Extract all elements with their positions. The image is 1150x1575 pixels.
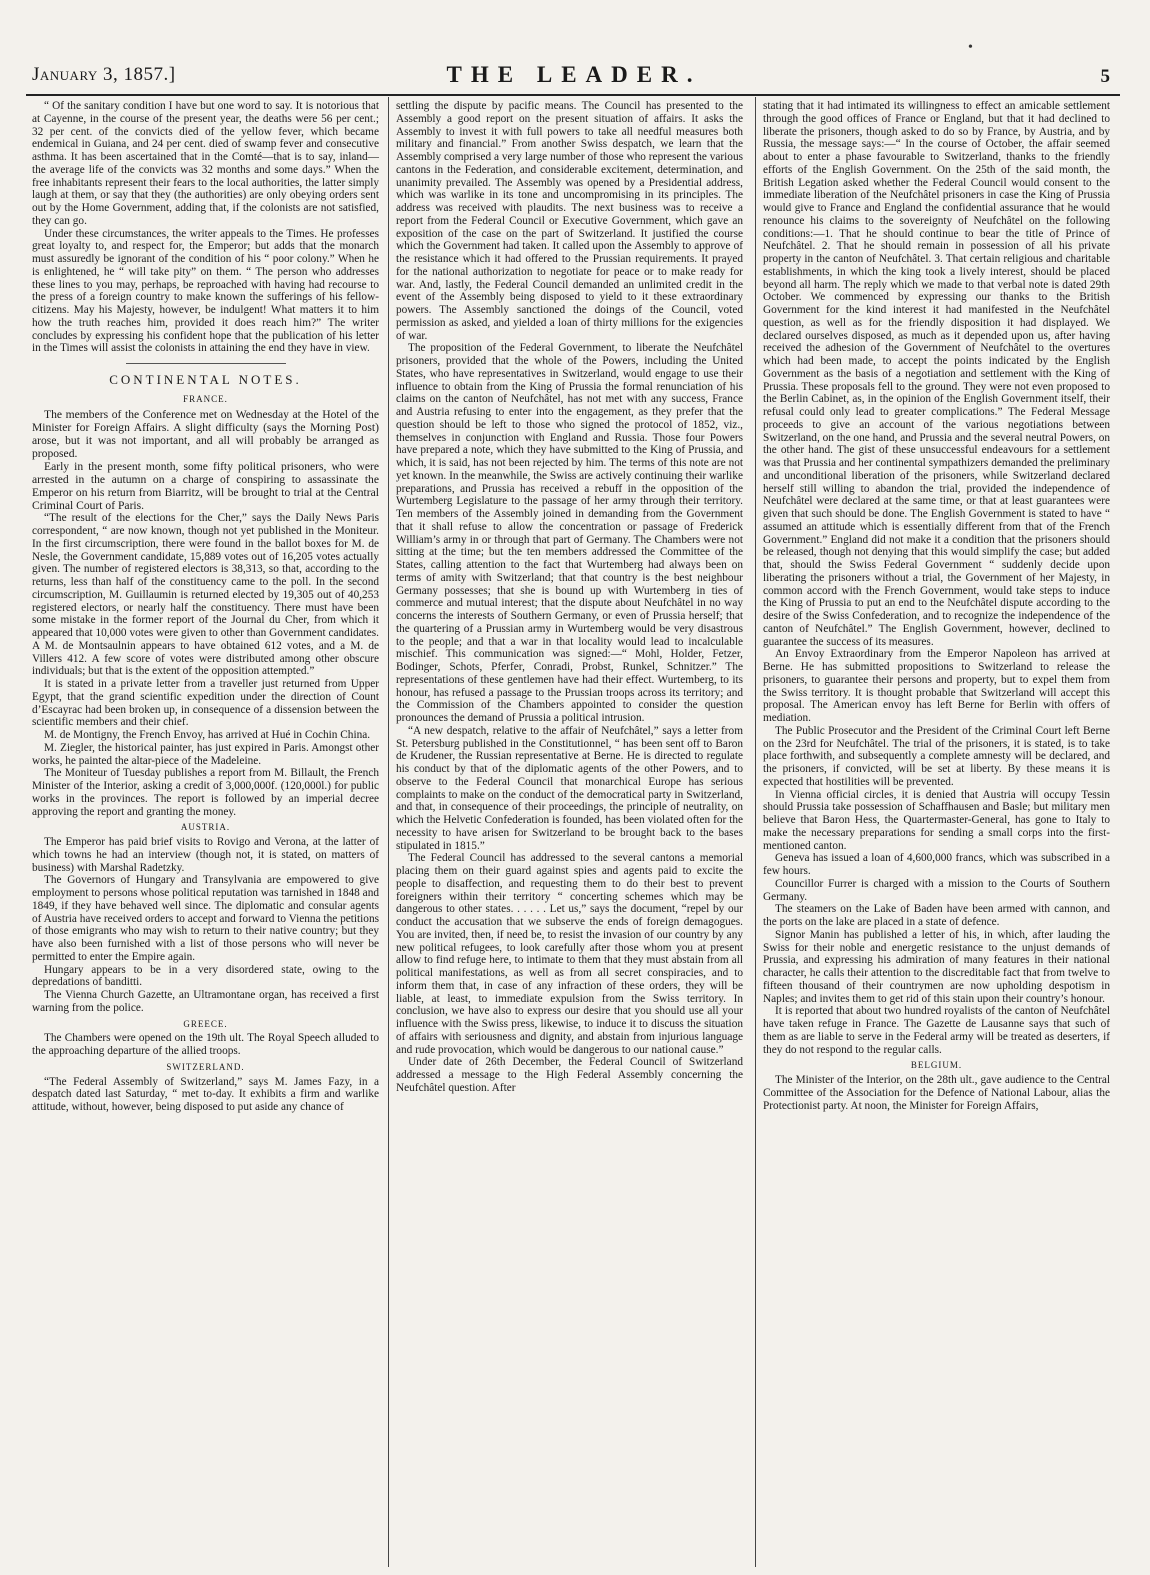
column-1 — [32, 100, 379, 1566]
subheading-austria: AUSTRIA. — [180, 822, 231, 833]
page-number: 5 — [1100, 66, 1110, 87]
paragraph: An Envoy Extraordinary from the Emperor Napoleon has arrived at Berne. He has submitted propositions to Switzerland to release the prisoners, to guarantee their persons and property, but to expel them from the Swiss territory. It is thought probable that Switzerland will accept this proposal. The American envoy has left Berne for Berlin with offers of mediation. — [763, 648, 1110, 724]
subheading-france: FRANCE. — [183, 393, 228, 404]
paragraph: The Chambers were opened on the 19th ult. The Royal Speech alluded to the approaching departure of the allied troops. — [32, 1032, 379, 1057]
subheading-greece: GREECE. — [183, 1018, 228, 1029]
paragraph: Councillor Furrer is charged with a mission to the Courts of Southern Germany. — [763, 877, 1110, 903]
paragraph: Signor Manin has published a letter of his, in which, after lauding the Swiss for their noble and energetic resistance to the unjust demands of Prussia, and expressing his admiration of many features in their national character, he calls their attention to the discreditable fact that from twelve to fifteen thousand of their countrymen are now upholding despotism in Naples; and invites them to get rid of this stain upon their country’s honour. — [763, 928, 1110, 1005]
paragraph: Under these circumstances, the writer appeals to the Times. He professes great loyalty to, and respect for, the Emperor; but adds that the monarch must assuredly be ignorant of the condition of his “ poor colony.” When he is enlightened, he “ will take pity” on them. “ The person who addresses these lines to you may, perhaps, be reproached with having had recourse to the press of a foreign country to make known the sufferings of his fellow-citizens. May his Majesty, however, be indulgent! What matters it to him how the truth reaches him, provided it does reach him?” The writer concludes by expressing his confident hope that the publication of his letter in the Times will assist the colonists in attaining the end they have in view. — [32, 227, 379, 355]
newspaper-title: THE LEADER. — [446, 62, 702, 87]
paragraph: The Public Prosecutor and the President of the Criminal Court left Berne on the 23rd for Neufchâtel. The trial of the prisoners, it is stated, is to take place forthwith, and subsequently a complete amnesty will be declared, and the prisoners, if convicted, will be set at liberty. By these means it is expected that hostilities will be prevented. — [763, 724, 1110, 788]
paragraph: Under date of 26th December, the Federal Council of Switzerland addressed a message to the High Federal Assembly concerning the Neufchâtel question. After — [396, 1056, 743, 1094]
paragraph: It is stated in a private letter from a traveller just returned from Upper Egypt, that the grand scientific expedition under the direction of Count d’Escayrac had been broken up, in consequence of a dissension between the scientific members and their chief. — [32, 678, 379, 729]
paragraph: M. de Montigny, the French Envoy, has arrived at Hué in Cochin China. — [44, 729, 371, 741]
paragraph: In Vienna official circles, it is denied that Austria will occupy Tessin should Prussia take possession of Schaffhausen and Basle; but military men believe that Baron Hess, the Quartermaster-General, has gone to Italy to make the necessary preparations for sending a small corps into the first-mentioned canton. — [763, 788, 1110, 852]
paragraph: The Vienna Church Gazette, an Ultramontane organ, has received a first warning from the police. — [32, 989, 379, 1014]
paragraph: M. Ziegler, the historical painter, has just expired in Paris. Amongst other works, he painted the altar-piece of the Madeleine. — [32, 741, 379, 767]
paragraph: Early in the present month, some fifty political prisoners, who were arrested in the autumn on a charge of conspiring to assassinate the Emperor on his return from Biarritz, will be brought to trial at the Central Criminal Court of Paris. — [32, 459, 379, 513]
paragraph: The members of the Conference met on Wednesday at the Hotel of the Minister for Foreign Affairs. A slight difficulty (says the Morning Post) arose, but it was not important, and all will probably be arranged as proposed. — [32, 407, 379, 460]
paragraph: The Moniteur of Tuesday publishes a report from M. Billault, the French Minister of the Interior, asking a credit of 3,000,000f. (120,000l.) for public works in the provinces. The report is followed by an imperial decree approving the report and granting the money. — [32, 767, 379, 818]
section-heading: CONTINENTAL NOTES. — [109, 372, 302, 387]
paragraph: The steamers on the Lake of Baden have been armed with cannon, and the ports on the lake are placed in a state of defence. — [763, 903, 1110, 928]
masthead-rule — [26, 94, 1120, 96]
column-3 — [763, 100, 1110, 1566]
subheading-belgium: BELGIUM. — [910, 1060, 963, 1071]
paragraph: The Minister of the Interior, on the 28th ult., gave audience to the Central Committee of the Association for the Defence of National Labour, alias the Protectionist party. At noon, the Minister for Foreign Affairs, — [763, 1074, 1110, 1112]
paragraph: “The result of the elections for the Cher,” says the Daily News Paris correspondent, “ are now known, though not yet published in the Moniteur. In the first circumscription, there were found in the ballot boxes for M. de Nesle, the Government candidate, 15,889 votes out of 16,205 votes actually given. The number of registered electors is 38,313, so that, according to the returns, less than half of the constituency came to the poll. In the second circumscription, M. Guillaumin is returned elected by 19,305 out of 40,253 registered electors, or nearly half the constituency. There must have been some mistake in the former report of the Journal du Cher, from which it appeared that 10,000 votes were given to other than Government candidates. A M. de Montsaulnin appears to have obtained 612 votes, and a M. de Villers 412. A few score of votes were distributed among other obscure individuals; but that is the extent of the opposition attempted.” — [32, 512, 379, 678]
paragraph: stating that it had intimated its willingness to effect an amicable settlement through the good offices of France or England, but that it had declined to liberate the prisoners, though asked to do so by France, by Austria, and by Russia, the message says:—“ In the course of October, the affair seemed about to enter a phase favourable to Switzerland, thanks to the friendly efforts of the English Government. On the 25th of the said month, the British Legation asked whether the Federal Council would consent to the immediate liberation of the Neufchâtel prisoners in case the King of Prussia would give to France and England the confidential assurance that he would renounce his claims to the sovereignty of Neufchâtel on the following conditions:—1. That he should continue to bear the title of Prince of Neufchâtel. 2. That he should remain in possession of all his private property in the canton of Neufchâtel. 3. That certain religious and charitable establishments, in which the king took a lively interest, should be placed beyond all harm. The reply which we made to that verbal note is dated 29th October. We commenced by expressing our thanks to the British Government for the kind interest it had manifested in the Neufchâtel question, as well as for the friendly disposition it had displayed. We declared ourselves disposed, as much as it depended upon us, after having received the adhesion of the Government of Neufchâtel to the overtures which had been made, to accept the points indicated by the English Government as the basis of a negotiation and settlement with the King of Prussia. These proposals fell to the ground. They were not even proposed to the Berlin Cabinet, as, in the opinion of the English Government itself, their refusal could only lead to greater complications.” The Federal Message proceeds to give an account of the various negotiations between Switzerland, on the one hand, and Prussia and the several neutral Powers, on the other hand. The gist of these unsuccessful endeavours for a settlement was that Prussia and her continental sympathizers demanded the preliminary and unconditional liberation of the prisoners, while Switzerland declared herself still willing to abandon the trial, provided the independence of Neufchâtel were declared at the same time, or that at least guarantees were given that such should be done. The English Government is stated to have “ assumed an attitude which is essentially different from that of the French Government.” England did not make it a condition that the prisoners should be released, though not denying that this would simplify the case; but added that, should the Swiss Federal Government “ suddenly decide upon liberating the prisoners without a trial, the Government of her Majesty, in common accord with the French Government, would take steps to induce the King of Prussia to put an end to the Neufchâtel dispute according to the desire of the Swiss Confederation, and to recognize the independence of the canton of Neufchâtel.” The English Government, however, declined to guarantee the success of its measures. — [763, 100, 1110, 648]
paragraph: “ Of the sanitary condition I have but one word to say. It is notorious that at Cayenne, in the course of the present year, the deaths were 56 per cent.; 32 per cent. of the convicts died of the yellow fever, which became endemical in Guiana, and 24 per cent. died of swamp fever and consecutive asthma. It has been ascertained that in the Comté—that is to say, inland—the average life of the convicts was 32 months and some days.” When the free inhabitants represent their fears to the local authorities, the latter simply laugh at them, or say that they (the authorities) are only obeying orders sent out by the Home Government, adding that, if the colonists are not satisfied, they can go. — [32, 100, 379, 227]
column-rule — [388, 97, 389, 1567]
paragraph: It is reported that about two hundred royalists of the canton of Neufchâtel have taken refuge in France. The Gazette de Lausanne says that such of them as are liable to serve in the Federal army will be treated as deserters, if they do not respond to the regular calls. — [763, 1005, 1110, 1056]
paragraph: The proposition of the Federal Government, to liberate the Neufchâtel prisoners, provided that the whole of the Powers, including the United States, who have representatives in Switzerland, would engage to use their influence to obtain from the King of Prussia the formal renunciation of his claims on the canton of Neufchâtel, has not met with any success, France and Austria refusing to enter into the engagement, as they prefer that the question should be left to those who signed the protocol of 1852, viz., themselves in conjunction with England and Russia. Those four Powers have prepared a note, which they have submitted to the King of Prussia, and which, it is said, has not been rejected by him. The terms of this note are not yet known. In the meanwhile, the Swiss are actively continuing their warlike preparations, and Prussia has received a rebuff in the opposition of the Wurtemberg Legislature to the passage of her army through their territory. Ten members of the Assembly joined in demanding from the Government that it shall refuse to allow the concentration or passage of Frederick William’s army in or through that part of Germany. The Chambers were not sitting at the time; but the ten members addressed the Committee of the States, calling attention to the fact that Wurtemberg had always been on terms of amity with Switzerland; that that country is the best neighbour Germany possesses; that she is bound up with Wurtemberg in ties of commerce and mutual interest; that the dispute about Neufchâtel in no way concerns the interests of Southern Germany, or even of Prussia herself; that the quartering of a Prussian army in Wurtemberg would be very disastrous to the people; and that a war in that locality would lead to incalculable mischief. This communication was signed:—“ Mohl, Holder, Fetzer, Bodinger, Schots, Pferfer, Conradi, Probst, Runkel, Schnitzer.” The representations of these gentlemen have had their effect. Wurtemberg, to its honour, has refused a passage to the Prussian troops across its territory; and the Commission of the Chambers appointed to consider the question pronounces the demand of Prussia a political intrusion. — [396, 342, 743, 724]
paragraph: The Federal Council has addressed to the several cantons a memorial placing them on their guard against spies and agents paid to excite the people to disaffection, and requesting them to do their best to prevent foreigners within their territory “ concerting schemes which may be dangerous to other states. . . . . . Let us,” says the document, “repel by our conduct the accusation that we subserve the ends of foreign demagogues. You are invited, then, if need be, to resist the invasion of our country by any new political refugees, to look carefully after those whom you at present allow to find refuge here, to intimate to them that they must abstain from all political manifestations, as well as from all secret conspiracies, and to inform them that, in case of any infraction of these orders, they will be liable, at least, to immediate expulsion from the Swiss territory. In conclusion, we have also to express our desire that you should use all your influence with the Swiss press, likewise, to induce it to discuss the situation of affairs with seriousness and dignity, and abstain from injurious language and rude provocation, which would be dangerous to our national cause.” — [396, 852, 743, 1056]
subheading-switzerland: SWITZERLAND. — [166, 1061, 245, 1072]
column-2 — [396, 100, 743, 1566]
paragraph: Geneva has issued a loan of 4,600,000 francs, which was subscribed in a few hours. — [763, 852, 1110, 877]
paragraph: “A new despatch, relative to the affair of Neufchâtel,” says a letter from St. Petersburg published in the Constitutionnel, “ has been sent off to Baron de Krudener, the Russian representative at Berne. He is directed to regulate his conduct by that of the diplomatic agents of the other Powers, and to observe to the Federal Council that monarchical Europe has serious complaints to make on the conduct of the democratical party in Switzerland, and that, in consequence of their proceedings, the principle of neutrality, on which the Helvetic Confederation is founded, has been violated often for the necessity to have arisen for Switzerland to be brought back to the bases stipulated in 1815.” — [396, 724, 743, 852]
paragraph: Hungary appears to be in a very disordered state, owing to the depredations of banditti. — [32, 963, 379, 989]
issue-date: January 3, 1857.] — [32, 64, 176, 85]
paragraph: The Emperor has paid brief visits to Rovigo and Verona, at the latter of which towns he had an interview (though not, it is stated, on matters of business) with Marshal Radetzky. — [32, 836, 379, 874]
column-rule — [755, 97, 756, 1567]
paragraph: “The Federal Assembly of Switzerland,” says M. James Fazy, in a despatch dated last Saturday, “ met to-day. It exhibits a firm and warlike attitude, without, however, being disposed to put aside any chance of — [32, 1075, 379, 1113]
ink-speck: • — [968, 40, 973, 55]
paragraph: The Governors of Hungary and Transylvania are empowered to give employment to persons whose political reputation was tarnished in 1848 and 1849, if they have behaved well since. The diplomatic and consular agents of Austria have received orders to accept and forward to Vienna the petitions of those emigrants who may wish to return to their native country; but they have also been furnished with a list of those persons who will never be permitted to enter the Empire again. — [32, 874, 379, 963]
masthead — [30, 64, 1118, 94]
paragraph: settling the dispute by pacific means. The Council has presented to the Assembly a good report on the present situation of affairs. It asks the Assembly to invest it with full powers to take all needful measures both military and financial.” From another Swiss despatch, we learn that the Assembly comprised a very large number of those who represent the various cantons in the Federation, and considerable excitement, determination, and unanimity prevailed. The Assembly was opened by a Presidential address, which was warlike in its tone and uncompromising in its principles. The address was received with plaudits. The next business was to receive a report from the Federal Council or Executive Government, which gave an exposition of the case on the part of Switzerland. It justified the course which the Government had taken. It called upon the Assembly to approve of the resistance which it had offered to the Prussian requirements. It prayed for the national authorization to negotiate for peace or to make ready for war. And, lastly, the Federal Council demanded an unlimited credit in the event of the Assembly being disposed to yield to it these extraordinary powers. The Assembly sanctioned the doings of the Council, voted permission as asked, and yielded a loan of thirty millions for the exigencies of war. — [396, 100, 743, 342]
section-divider — [126, 363, 286, 364]
